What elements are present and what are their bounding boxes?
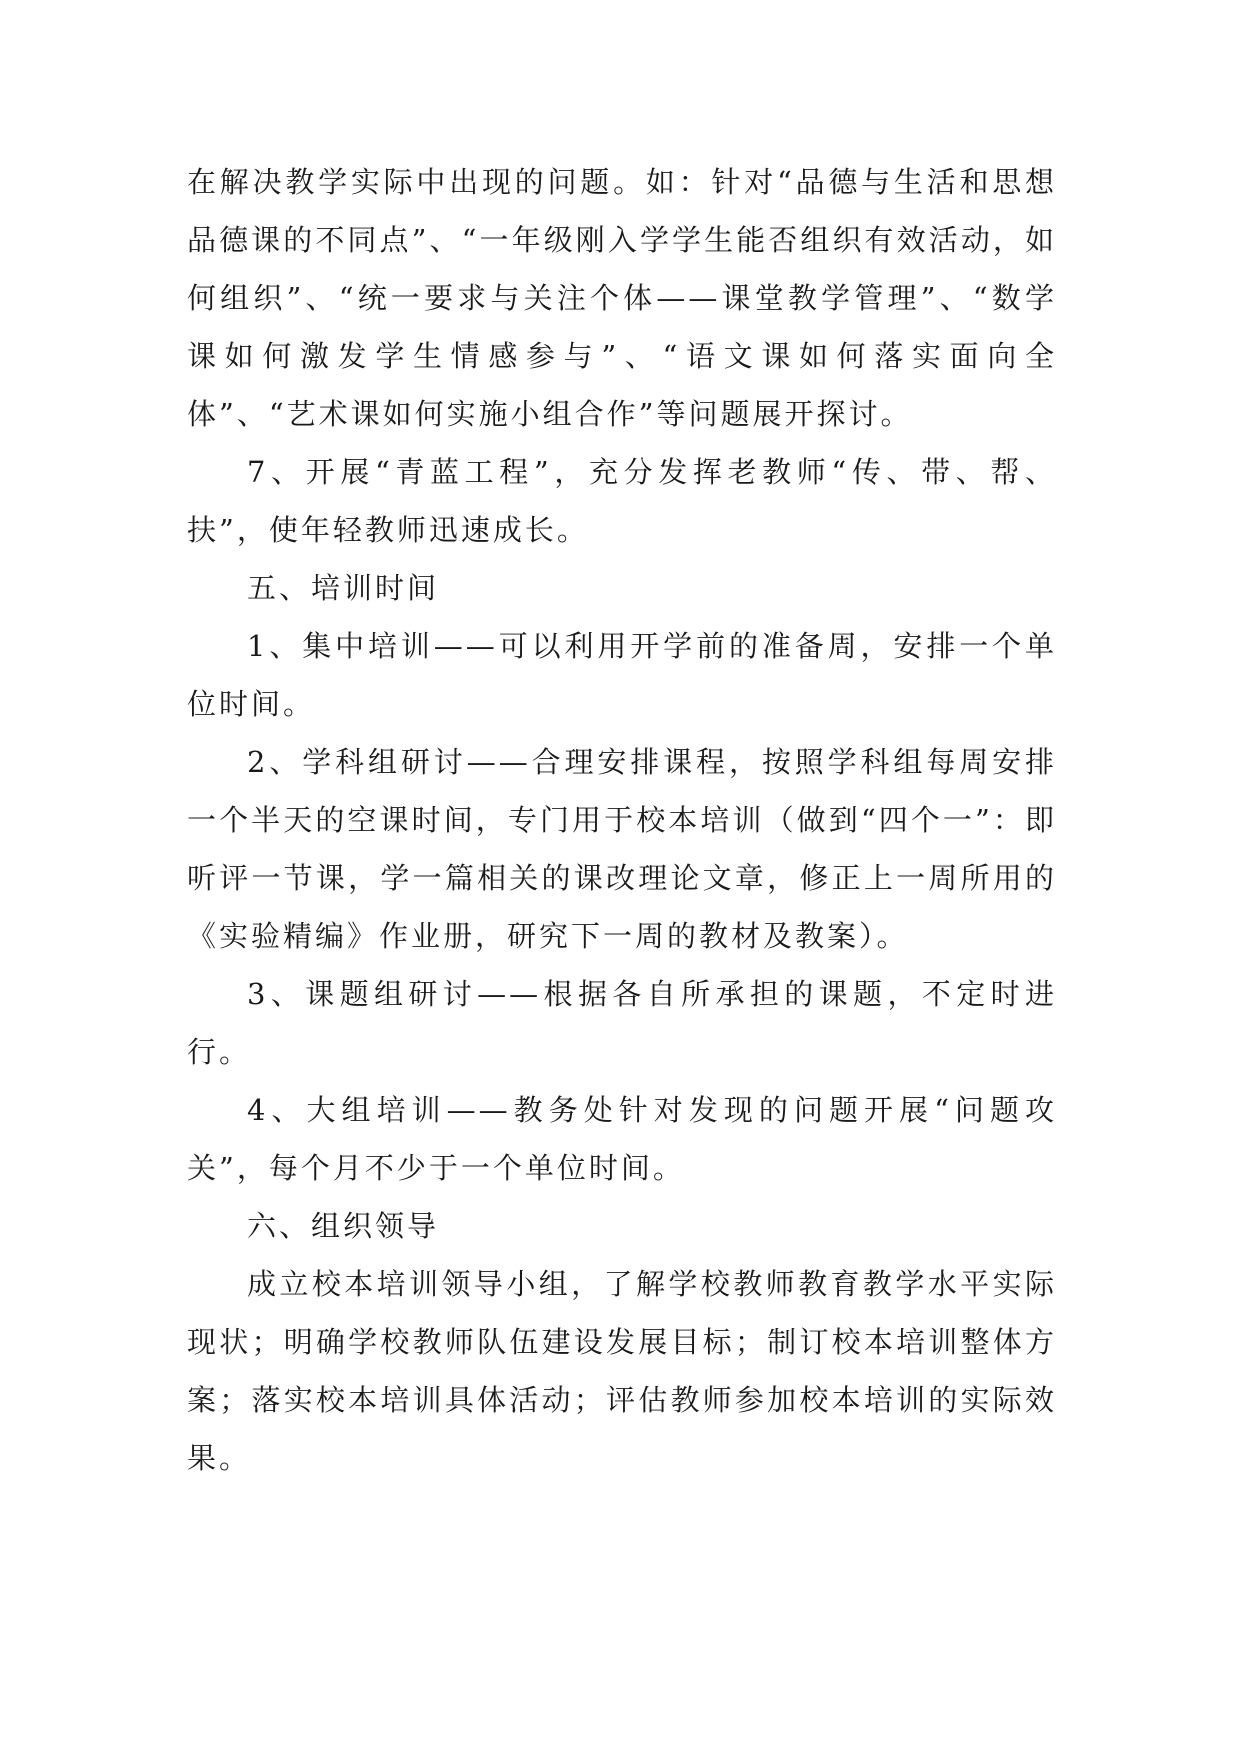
section-heading-training-time: 五、培训时间 (247, 571, 440, 605)
paragraph-item-3: 3、课题组研讨——根据各自所承担的课题，不定时进行。 (187, 977, 1057, 1069)
paragraph-item-7: 7、开展“青蓝工程”，充分发挥老教师“传、带、帮、扶”，使年轻教师迅速成长。 (187, 455, 1057, 547)
paragraph-continuation: 在解决教学实际中出现的问题。如：针对“品德与生活和思想品德课的不同点”、“一年级刚入学学生能否组织有效活动，如何组织”、“统一要求与关注个体——课堂教学管理”、“数学课如何激发学生情感参与”、“语文课如何落实面向全体”、“艺术课如何实施小组合作”等问题展开探讨。 (187, 165, 1057, 431)
paragraph-item-2: 2、学科组研讨——合理安排课程，按照学科组每周安排一个半天的空课时间，专门用于校本培训（做到“四个一”：即听评一节课，学一篇相关的课改理论文章，修正上一周所用的《实验精编》作业册，研究下一周的教材及教案）。 (187, 745, 1057, 953)
section-heading-organization: 六、组织领导 (247, 1209, 440, 1243)
document-body (187, 153, 1057, 1487)
paragraph-organization: 成立校本培训领导小组，了解学校教师教育教学水平实际现状；明确学校教师队伍建设发展目标；制订校本培训整体方案；落实校本培训具体活动；评估教师参加校本培训的实际效果。 (187, 1267, 1057, 1475)
paragraph-item-4: 4、大组培训——教务处针对发现的问题开展“问题攻关”，每个月不少于一个单位时间。 (187, 1093, 1057, 1185)
paragraph-item-1: 1、集中培训——可以利用开学前的准备周，安排一个单位时间。 (187, 629, 1057, 721)
